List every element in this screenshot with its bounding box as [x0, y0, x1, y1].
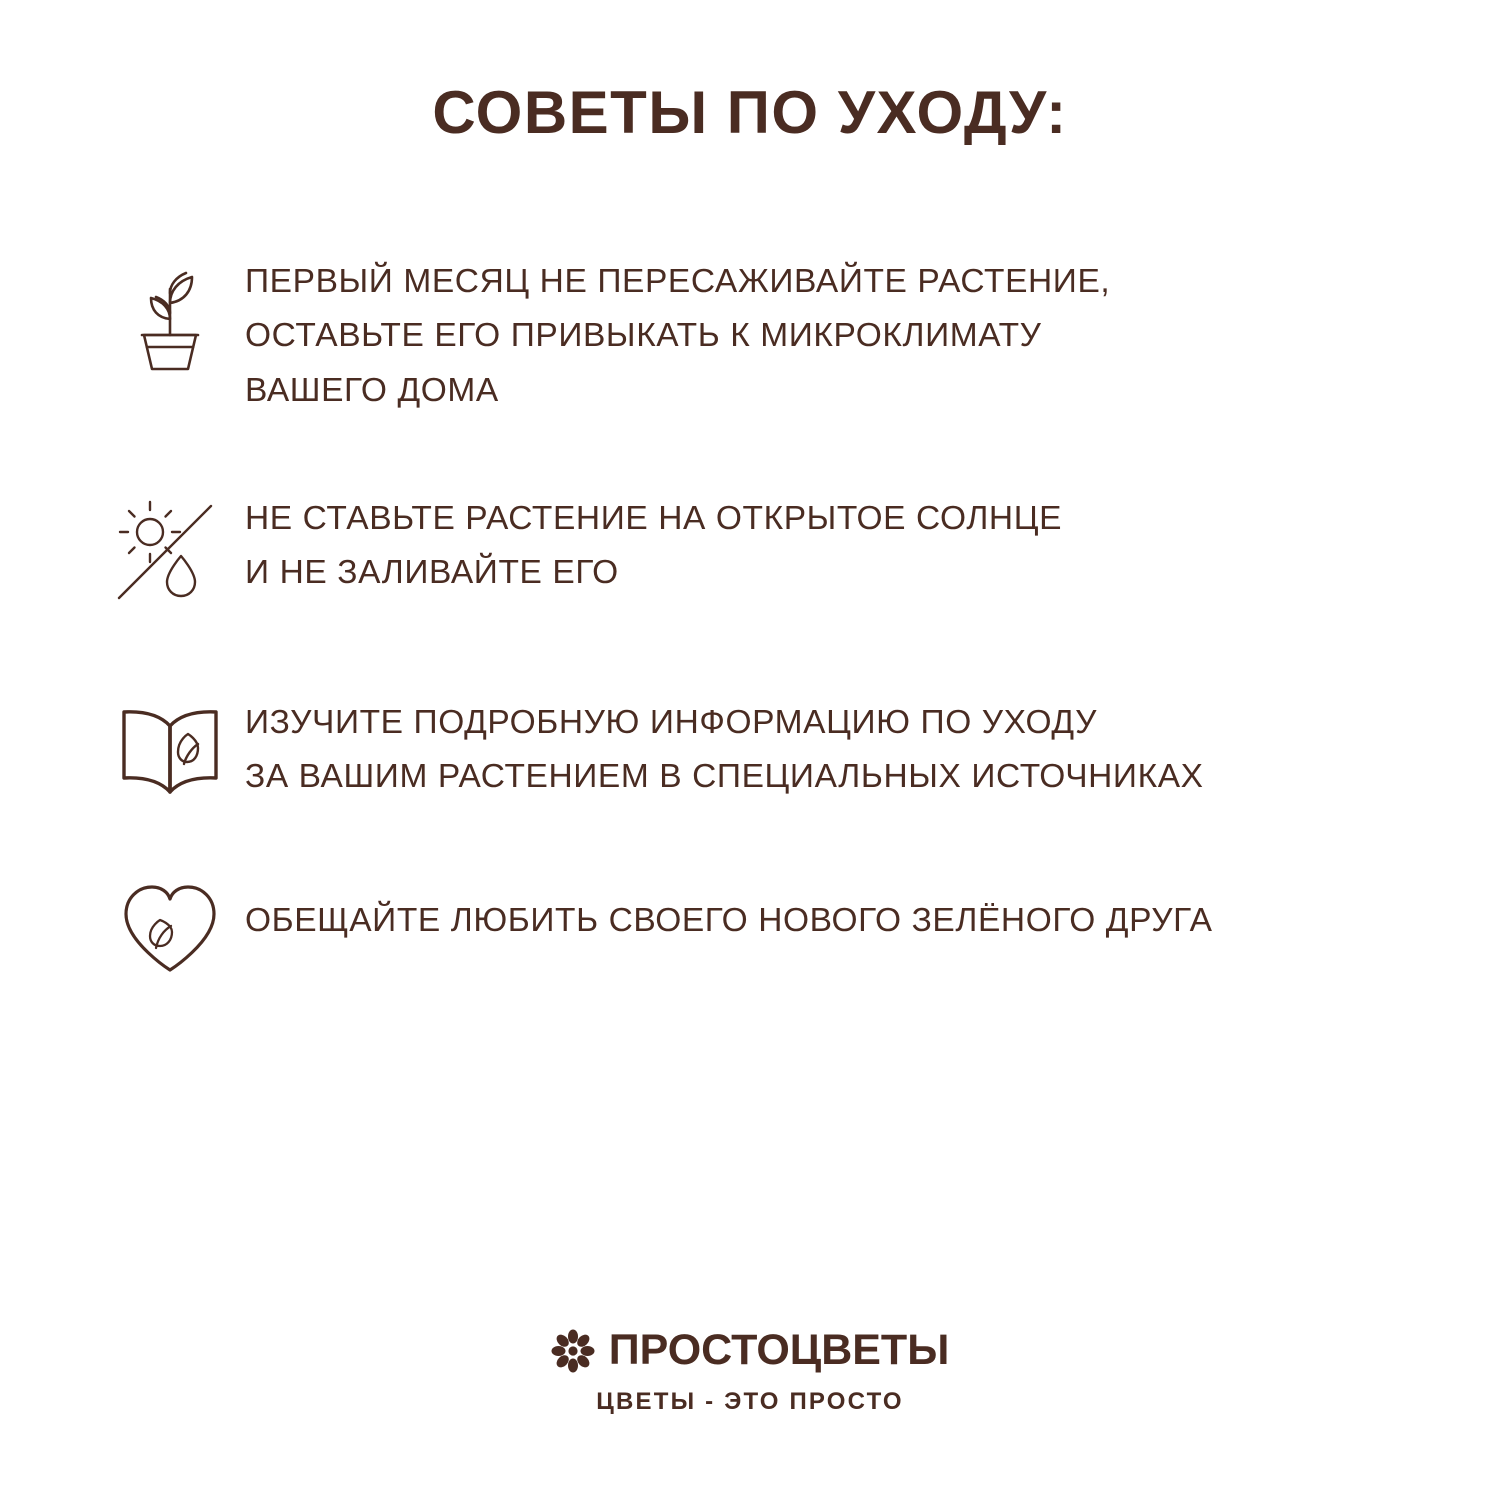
brand-name: ПРОСТОЦВЕТЫ [608, 1326, 950, 1374]
tip-line: ЗА ВАШИМ РАСТЕНИЕМ В СПЕЦИАЛЬНЫХ ИСТОЧНИКАХ [245, 758, 1204, 796]
list-item [95, 696, 1405, 805]
tips-list [95, 255, 1405, 1052]
tip-text [245, 492, 1062, 601]
tip-line: ОБЕЩАЙТЕ ЛЮБИТЬ СВОЕГО НОВОГО ЗЕЛЁНОГО ДРУГА [245, 902, 1213, 940]
brand-row [551, 1326, 950, 1375]
footer [0, 1326, 1500, 1416]
tip-text [245, 255, 1110, 418]
tip-line: ПЕРВЫЙ МЕСЯЦ НЕ ПЕРЕСАЖИВАЙТЕ РАСТЕНИЕ, [245, 263, 1111, 300]
brand-tagline: ЦВЕТЫ - ЭТО ПРОСТО [596, 1388, 904, 1415]
potted-plant-icon [95, 255, 245, 375]
heart-with-leaf-icon [95, 876, 245, 978]
open-book-icon [95, 696, 245, 800]
tip-line: ИЗУЧИТЕ ПОДРОБНУЮ ИНФОРМАЦИЮ ПО УХОДУ [245, 703, 1097, 741]
tip-line: И НЕ ЗАЛИВАЙТЕ ЕГО [245, 554, 619, 592]
no-direct-sun-no-overwatering-icon [95, 492, 245, 610]
list-item [95, 255, 1405, 418]
list-item [95, 492, 1405, 610]
tip-line: НЕ СТАВЬТЕ РАСТЕНИЕ НА ОТКРЫТОЕ СОЛНЦЕ [245, 499, 1063, 537]
tip-text [245, 876, 1213, 948]
flower-logo-icon [551, 1329, 595, 1373]
page-title: СОВЕТЫ ПО УХОДУ: [432, 79, 1068, 146]
tip-line: ВАШЕГО ДОМА [245, 371, 499, 409]
list-item [95, 876, 1405, 978]
tip-line: ОСТАВЬТЕ ЕГО ПРИВЫКАТЬ К МИКРОКЛИМАТУ [245, 317, 1042, 355]
tip-text [245, 696, 1204, 805]
